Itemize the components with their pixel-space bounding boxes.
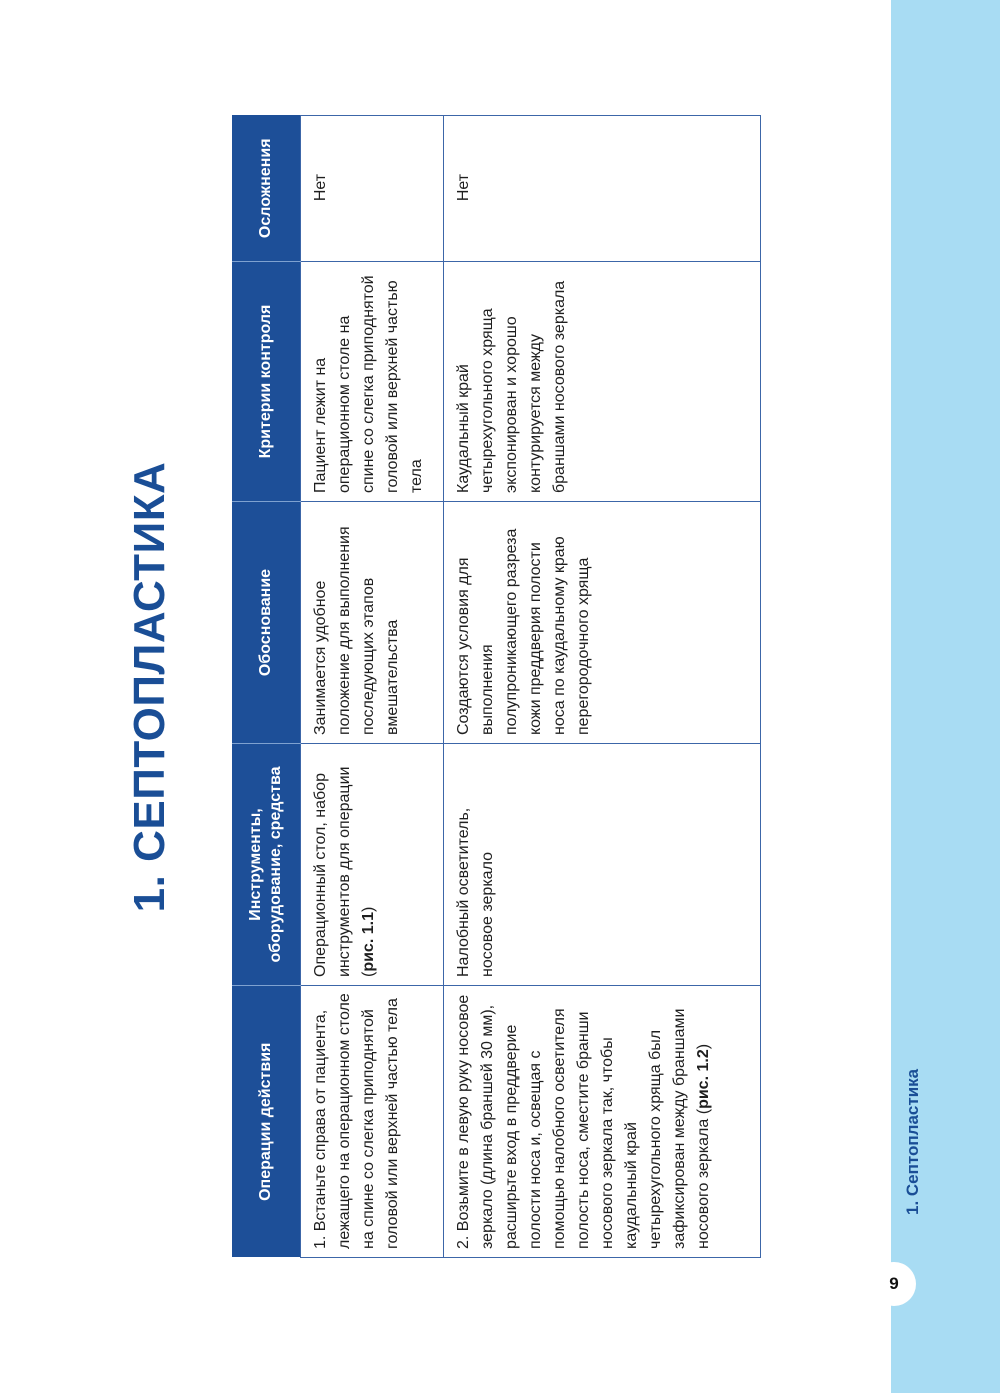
operation-text-end: ) <box>695 1043 712 1050</box>
header-rationale: Обоснование <box>232 502 301 744</box>
figure-ref: рис. 1.2 <box>695 1049 712 1109</box>
page-title: 1. СЕПТОПЛАСТИКА <box>125 461 174 913</box>
cell-complications: Нет <box>444 116 761 262</box>
table-header-row <box>232 116 301 1258</box>
table-row <box>444 116 761 1258</box>
rotated-page-content <box>115 116 763 1258</box>
cell-operation: 1. Встаньте справа от пациента, лежащего на операционном столе на спине со слегка приподнятой головой или верхней частью тела <box>301 986 444 1258</box>
cell-complications: Нет <box>301 116 444 262</box>
section-label-text: 1. Септопластика <box>903 1068 922 1215</box>
operation-text: 2. Возьмите в левую руку носовое зеркало (длина браншей 30 мм), расширьте вход в преддверие полости носа и, освещая с помощью налобного осветителя полость носа, сместите бранши носового зеркала так, чтобы каудальный край четырехугольного хряща был зафиксирован между браншами носового зеркала ( <box>455 994 712 1249</box>
cell-rationale: Создаются условия для выполнения полупроникающего разреза кожи преддверия полости носа по каудальному краю перегородочного хряща <box>444 502 761 744</box>
cell-rationale: Занимается удобное положение для выполнения последующих этапов вмешательства <box>301 502 444 744</box>
cell-tools <box>301 744 444 986</box>
tools-text-end: ) <box>360 906 377 913</box>
cell-operation <box>444 986 761 1258</box>
cell-criteria: Каудальный край четырехугольного хряща экспонирован и хорошо контурируется между браншами носового зеркала <box>444 262 761 502</box>
procedure-table <box>232 115 761 1258</box>
table-row <box>301 116 444 1258</box>
cell-tools: Налобный осветитель, носовое зеркало <box>444 744 761 986</box>
tools-text: Операционный стол, набор инструментов для операции ( <box>312 766 377 977</box>
header-tools: Инструменты, оборудование, средства <box>232 744 301 986</box>
header-criteria: Критерии контроля <box>232 262 301 502</box>
figure-ref: рис. 1.1 <box>360 912 377 972</box>
header-operations: Операции действия <box>232 986 301 1258</box>
cell-criteria: Пациент лежит на операционном столе на спине со слегка приподнятой головой или верхней частью тела <box>301 262 444 502</box>
page-number: 9 <box>872 1262 916 1306</box>
header-complications: Осложнения <box>232 116 301 262</box>
